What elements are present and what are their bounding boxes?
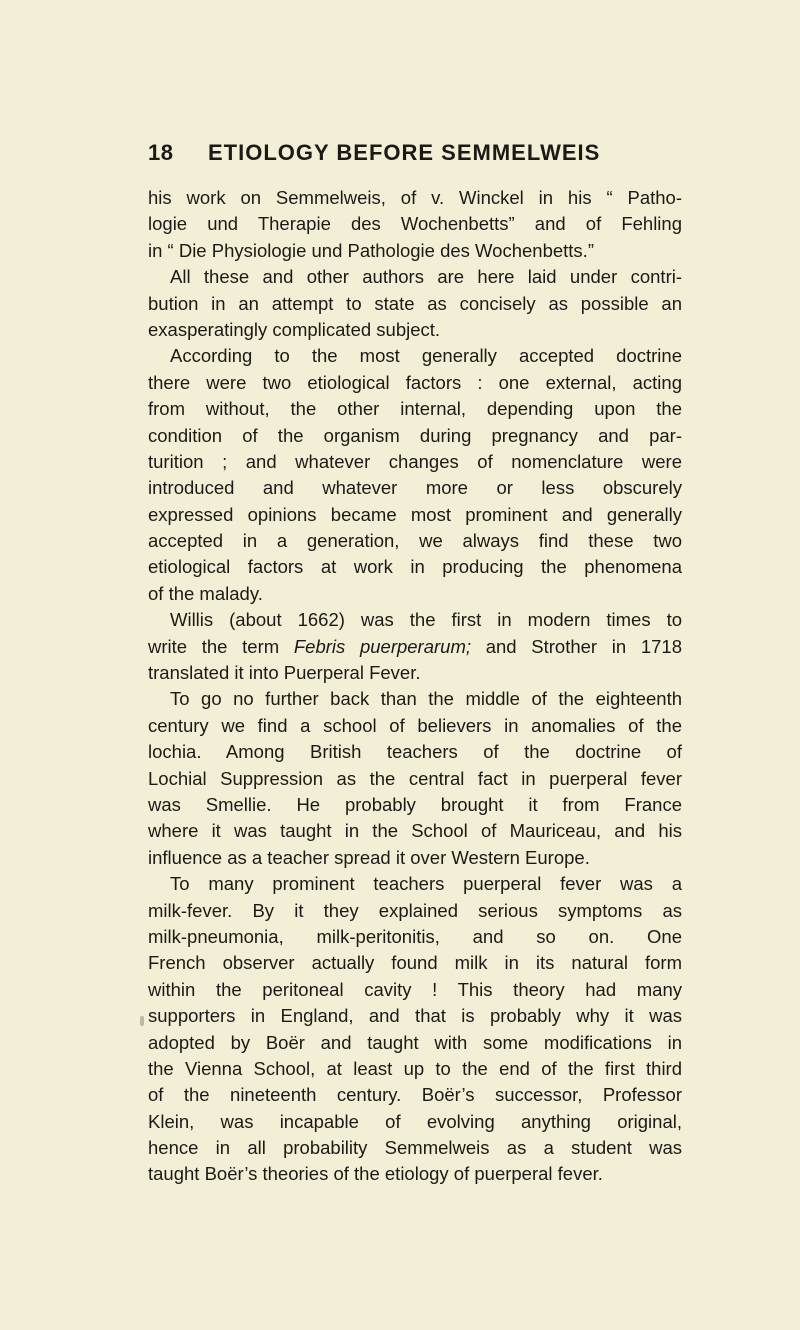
paragraph-2 [148,264,682,343]
text-line: lochia. Among British teachers of the doctrine of [148,741,682,763]
text-line: bution in an attempt to state as concisely as possible an [148,292,682,314]
text-line: adopted by Boër and taught with some modifications in [148,1031,682,1053]
text-line: milk-pneumonia, milk-peritonitis, and so on. One [148,925,682,947]
text-line: To go no further back than the middle of the eighteenth [170,688,682,710]
text-line: etiological factors at work in producing the phenomena [148,556,682,578]
text-line: introduced and whatever more or less obscurely [148,477,682,499]
text-line: Lochial Suppression as the central fact in puerperal fever [148,767,682,789]
text-line: turition ; and whatever changes of nomenclature were [148,450,682,472]
text-line: supporters in England, and that is probably why it was [148,1005,682,1027]
text-line: translated it into Puerperal Fever. [148,662,421,684]
text-line: hence in all probability Semmelweis as a student was [148,1137,682,1159]
text-line: All these and other authors are here laid under contri- [170,266,682,288]
text-line: accepted in a generation, we always find these two [148,530,682,552]
text-line: in “ Die Physiologie und Pathologie des Wochenbetts.” [148,239,594,261]
text-line: According to the most generally accepted doctrine [170,345,682,367]
text-line: of the malady. [148,582,263,604]
text-line: exasperatingly complicated subject. [148,318,441,340]
page-number: 18 [148,140,174,165]
body-text [148,185,682,1188]
text-line: logie und Therapie des Wochenbetts” and of Fehling [148,213,682,235]
text-line: the Vienna School, at least up to the end of the first third [148,1057,682,1079]
text-line: Willis (about 1662) was the first in modern times to [170,609,682,631]
margin-ink-mark [140,1016,144,1026]
text-fragment: write the term [148,635,294,657]
text-line: Klein, was incapable of evolving anything original, [148,1110,682,1132]
text-line: of the nineteenth century. Boër’s successor, Professor [148,1084,682,1106]
page-header [148,140,708,174]
text-fragment: and Strother in 1718 [471,635,682,657]
text-line: taught Boër’s theories of the etiology of puerperal fever. [148,1163,603,1185]
paragraph-5 [148,686,682,871]
text-line: from without, the other internal, depending upon the [148,398,682,420]
text-line: expressed opinions became most prominent and generally [148,503,682,525]
paragraph-6 [148,871,682,1188]
running-head: ETIOLOGY BEFORE SEMMELWEIS [208,140,601,165]
text-line: where it was taught in the School of Mauriceau, and his [148,820,682,842]
text-line: was Smellie. He probably brought it from France [148,793,682,815]
text-line: condition of the organism during pregnancy and par- [148,424,682,446]
text-line: within the peritoneal cavity ! This theory had many [148,978,682,1000]
text-line: his work on Semmelweis, of v. Winckel in his “ Patho- [148,187,682,208]
latin-term: Febris puerperarum; [293,635,472,657]
text-line: French observer actually found milk in its natural form [148,952,682,974]
text-line: century we find a school of believers in anomalies of the [148,714,682,736]
paragraph-1 [148,185,682,264]
paragraph-3 [148,343,682,607]
text-line: influence as a teacher spread it over Western Europe. [148,846,590,868]
paragraph-4 [148,607,682,686]
text-line: there were two etiological factors : one external, acting [148,371,682,393]
text-line: milk-fever. By it they explained serious symptoms as [148,899,682,921]
text-line: To many prominent teachers puerperal fever was a [170,873,682,895]
text-line-with-term [148,634,682,660]
